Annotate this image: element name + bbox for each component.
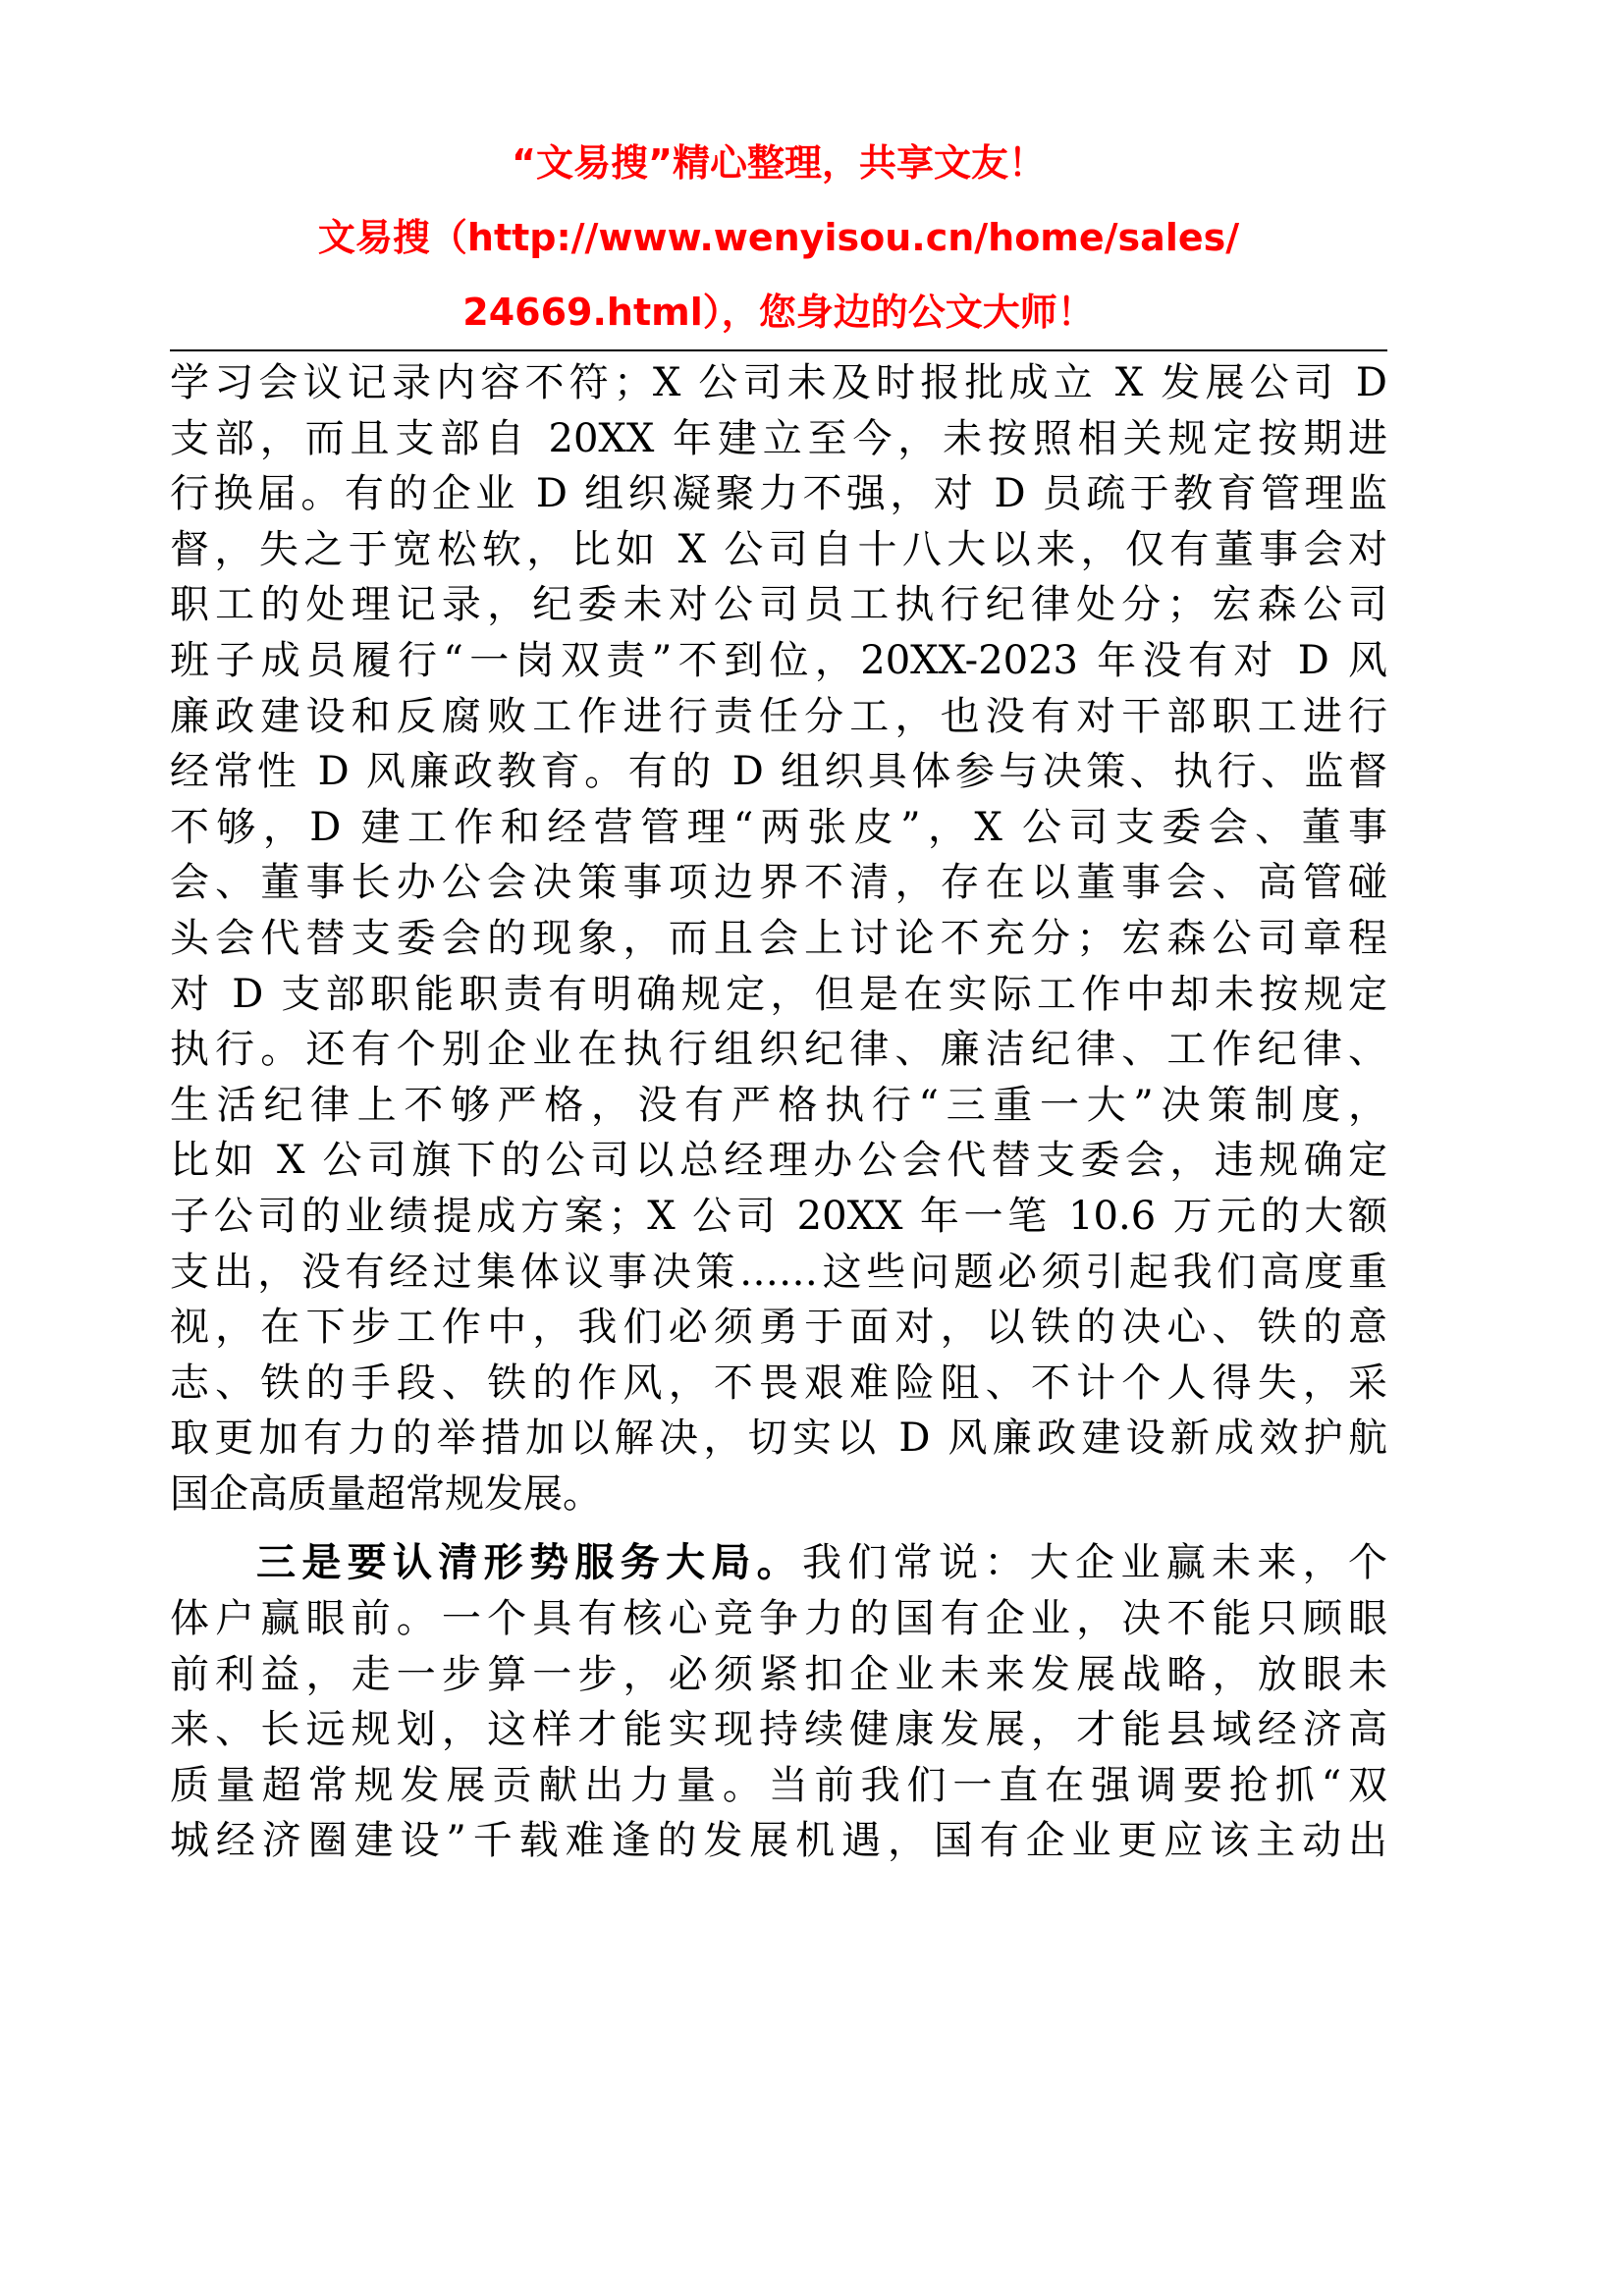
text-line: 执行。还有个别企业在执行组织纪律、廉洁纪律、工作纪律、 bbox=[170, 1027, 1387, 1073]
header-line-3: 24669.html），您身边的公文大师！ bbox=[462, 291, 1095, 334]
text-line: 国企高质量超常规发展。 bbox=[170, 1470, 602, 1517]
paragraph-lead-rest: 我们常说：大企业赢未来，个 bbox=[802, 1540, 1387, 1586]
header-line-2: 文易搜（http://www.wenyisou.cn/home/sales/ bbox=[317, 216, 1240, 259]
text-line: 质量超常规发展贡献出力量。当前我们一直在强调要抢抓“双 bbox=[170, 1762, 1387, 1808]
text-line: 前利益，走一步算一步，必须紧扣企业未来发展战略，放眼未 bbox=[170, 1651, 1387, 1697]
text-line: 支出，没有经过集体议事决策……这些问题必须引起我们高度重 bbox=[170, 1249, 1387, 1295]
paragraph-1 bbox=[170, 355, 1387, 1522]
text-line: 生活纪律上不够严格，没有严格执行“三重一大”决策制度， bbox=[170, 1082, 1387, 1128]
paragraph-spacer bbox=[170, 1522, 1387, 1535]
text-line: 子公司的业绩提成方案；X 公司 20XX 年一笔 10.6 万元的大额 bbox=[170, 1193, 1387, 1239]
text-line: 城经济圈建设”千载难逢的发展机遇，国有企业更应该主动出 bbox=[170, 1818, 1387, 1864]
text-line: 督，失之于宽松软，比如 X 公司自十八大以来，仅有董事会对 bbox=[170, 526, 1387, 572]
text-line-first bbox=[170, 1535, 1387, 1591]
text-line: 视，在下步工作中，我们必须勇于面对，以铁的决心、铁的意 bbox=[170, 1305, 1387, 1351]
text-line: 班子成员履行“一岗双责”不到位，20XX-2023 年没有对 D 风 bbox=[170, 637, 1387, 683]
text-line: 不够，D 建工作和经营管理“两张皮”，X 公司支委会、董事 bbox=[170, 804, 1387, 850]
text-line: 比如 X 公司旗下的公司以总经理办公会代替支委会，违规确定 bbox=[170, 1138, 1387, 1184]
paragraph-lead: 三是要认清形势服务大局。 bbox=[256, 1540, 802, 1586]
watermark-header bbox=[170, 133, 1387, 357]
text-line: 经常性 D 风廉政教育。有的 D 组织具体参与决策、执行、监督 bbox=[170, 749, 1387, 795]
paragraph-2 bbox=[170, 1535, 1387, 1869]
header-line-1: “文易搜”精心整理，共享文友！ bbox=[512, 141, 1046, 185]
text-line: 取更加有力的举措加以解决，切实以 D 风廉政建设新成效护航 bbox=[170, 1415, 1387, 1462]
text-line: 体户赢眼前。一个具有核心竞争力的国有企业，决不能只顾眼 bbox=[170, 1596, 1387, 1642]
text-line: 志、铁的手段、铁的作风，不畏艰难险阻、不计个人得失，采 bbox=[170, 1360, 1387, 1406]
text-line: 对 D 支部职能职责有明确规定，但是在实际工作中却未按规定 bbox=[170, 971, 1387, 1017]
text-line: 学习会议记录内容不符；X 公司未及时报批成立 X 发展公司 D bbox=[170, 360, 1387, 405]
text-line: 会、董事长办公会决策事项边界不清，存在以董事会、高管碰 bbox=[170, 860, 1387, 906]
header-divider bbox=[170, 349, 1387, 351]
text-line: 头会代替支委会的现象，而且会上讨论不充分；宏森公司章程 bbox=[170, 915, 1387, 961]
text-line: 来、长远规划，这样才能实现持续健康发展，才能县域经济高 bbox=[170, 1707, 1387, 1753]
text-line: 廉政建设和反腐败工作进行责任分工，也没有对干部职工进行 bbox=[170, 693, 1387, 739]
text-line: 行换届。有的企业 D 组织凝聚力不强，对 D 员疏于教育管理监 bbox=[170, 471, 1387, 517]
text-line: 职工的处理记录，纪委未对公司员工执行纪律处分；宏森公司 bbox=[170, 582, 1387, 628]
document-body bbox=[170, 355, 1387, 1869]
text-line: 支部，而且支部自 20XX 年建立至今，未按照相关规定按期进 bbox=[170, 415, 1387, 461]
